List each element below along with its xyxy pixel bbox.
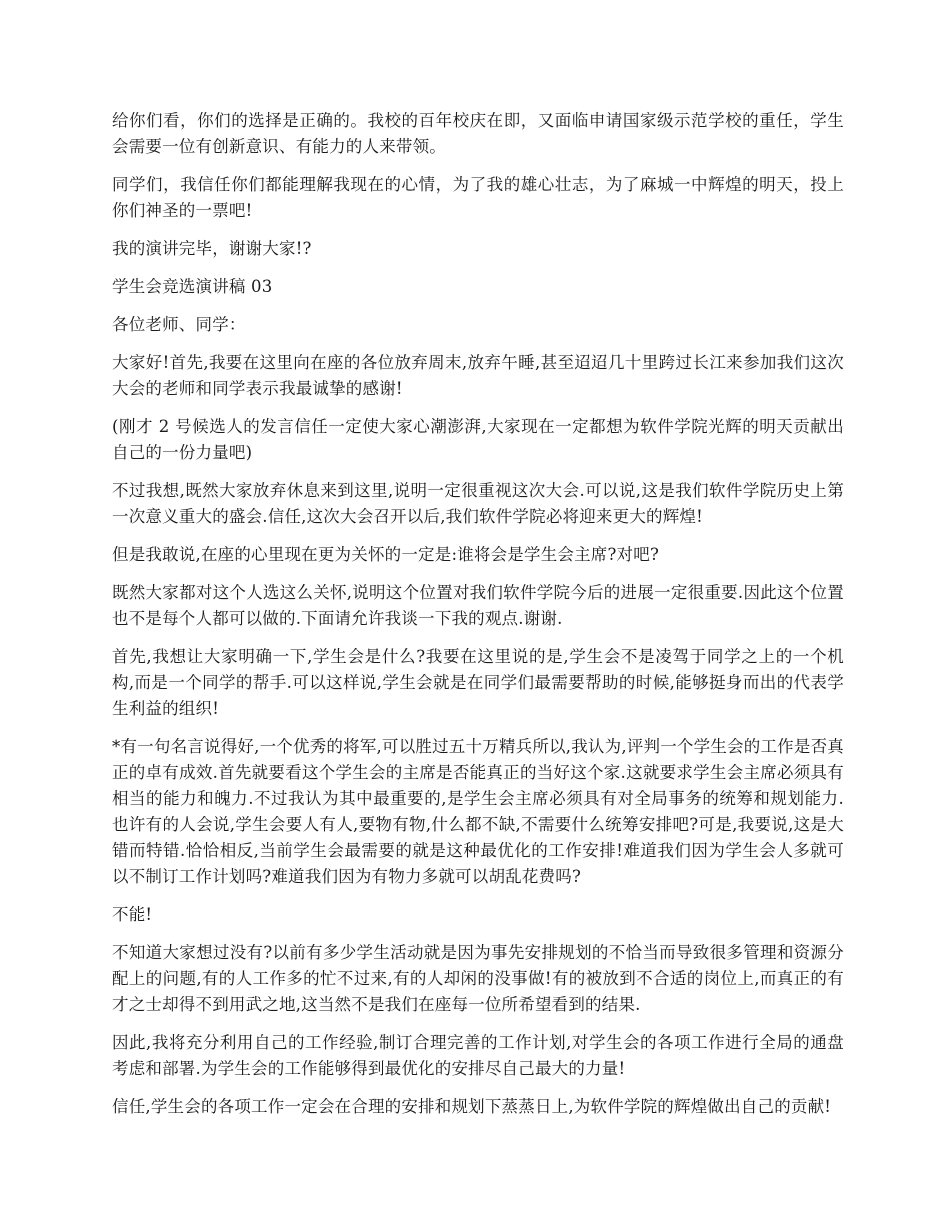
paragraph: *有一句名言说得好,一个优秀的将军,可以胜过五十万精兵所以,我认为,评判一个学生会的工作是否真正的卓有成效.首先就要看这个学生会的主席是否能真正的当好这个家.这就要求学生会主席必须具有相当的能力和魄力.不过我认为其中最重要的,是学生会主席必须具有对全局事务的统筹和规划能力.也许有的人会说,学生会要人有人,要物有物,什么都不缺,不需要什么统筹安排吧?可是,我要说,这是大错而特错.恰恰相反,当前学生会最需要的就是这种最优化的工作安排!难道我们因为学生会人多就可以不制订工作计划吗?难道我们因为有物力多就可以胡乱花费吗?: [112, 737, 844, 886]
paragraph: 同学们，我信任你们都能理解我现在的心情，为了我的雄心壮志，为了麻城一中辉煌的明天，投上你们神圣的一票吧!: [112, 175, 844, 220]
paragraph: 但是我敢说,在座的心里现在更为关怀的一定是:谁将会是学生会主席?对吧?: [112, 545, 659, 564]
section-title: 学生会竞选演讲稿 03: [112, 277, 273, 296]
paragraph: 不过我想,既然大家放弃休息来到这里,说明一定很重视这次大会.可以说,这是我们软件学院历史上第一次意义重大的盛会.信任,这次大会召开以后,我们软件学院必将迎来更大的辉煌!: [112, 481, 844, 526]
paragraph: 既然大家都对这个人选这么关怀,说明这个位置对我们软件学院今后的进展一定很重要.因此这个位置也不是每个人都可以做的.下面请允许我谈一下我的观点.谢谢.: [112, 583, 844, 628]
paragraph: 给你们看，你们的选择是正确的。我校的百年校庆在即，又面临申请国家级示范学校的重任，学生会需要一位有创新意识、有能力的人来带领。: [112, 111, 844, 156]
salutation: 各位老师、同学：: [112, 315, 246, 334]
paragraph: 因此,我将充分利用自己的工作经验,制订合理完善的工作计划,对学生会的各项工作进行全局的通盘考虑和部署.为学生会的工作能够得到最优化的安排尽自己最大的力量!: [112, 1033, 844, 1078]
document-body: [112, 108, 844, 1132]
paragraph: 首先,我想让大家明确一下,学生会是什么?我要在这里说的是,学生会不是凌驾于同学之上的一个机构,而是一个同学的帮手.可以这样说,学生会就是在同学们最需要帮助的时候,能够挺身而出的代表学生利益的组织!: [112, 647, 844, 718]
paragraph: 信任,学生会的各项工作一定会在合理的安排和规划下蒸蒸日上,为软件学院的辉煌做出自己的贡献!: [112, 1097, 832, 1116]
paragraph: 我的演讲完毕，谢谢大家!?: [112, 239, 312, 258]
paragraph: (刚才 2 号候选人的发言信任一定使大家心潮澎湃,大家现在一定都想为软件学院光辉的明天贡献出自己的一份力量吧): [112, 417, 844, 462]
paragraph: 不能!: [112, 905, 153, 924]
paragraph: 大家好!首先,我要在这里向在座的各位放弃周末,放弃午睡,甚至迢迢几十里跨过长江来参加我们这次大会的老师和同学表示我最诚挚的感谢!: [112, 353, 844, 398]
paragraph: 不知道大家想过没有?以前有多少学生活动就是因为事先安排规划的不恰当而导致很多管理和资源分配上的问题,有的人工作多的忙不过来,有的人却闲的没事做!有的被放到不合适的岗位上,而真正的有才之士却得不到用武之地,这当然不是我们在座每一位所希望看到的结果.: [112, 943, 844, 1014]
